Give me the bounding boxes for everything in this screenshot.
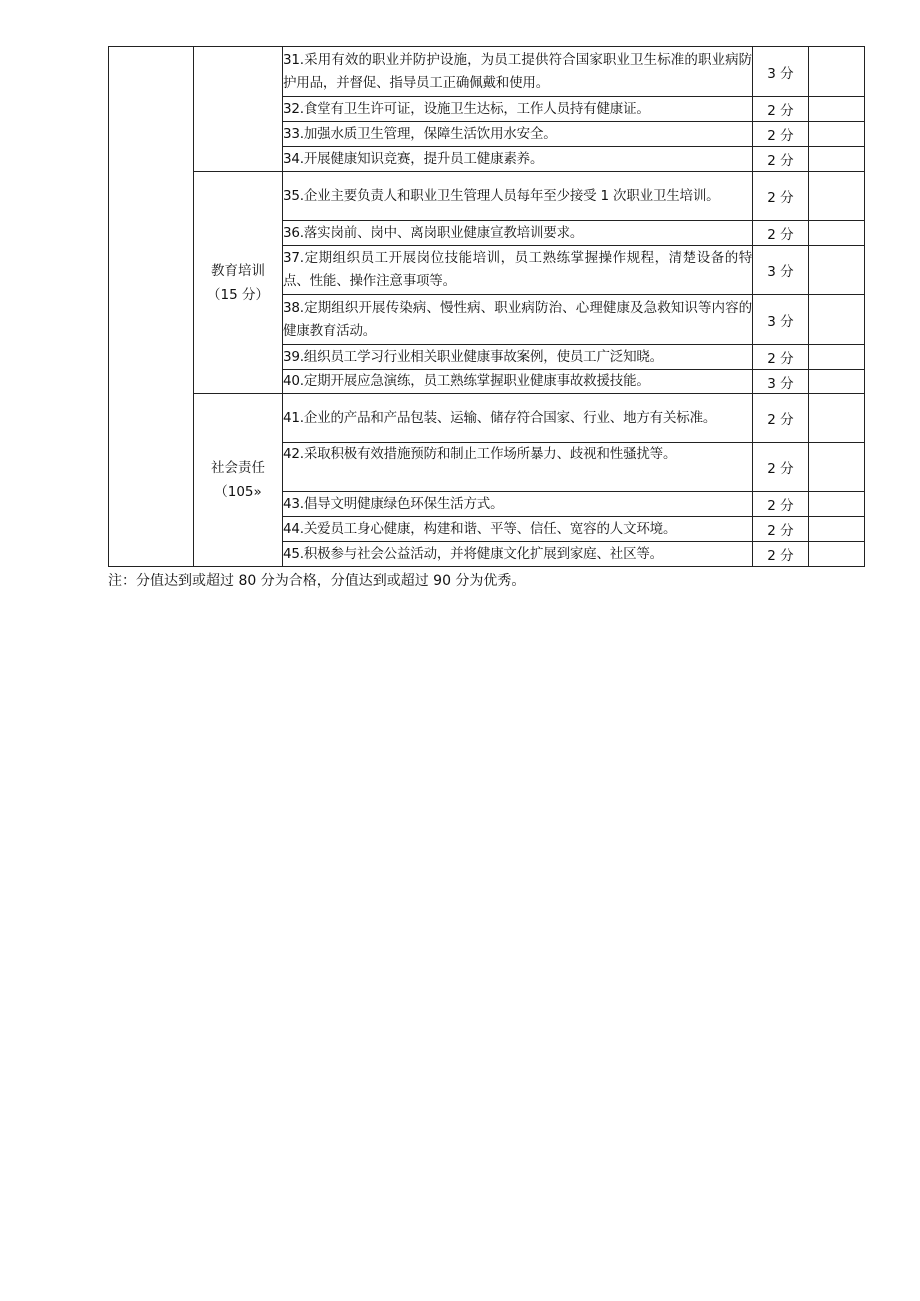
category-name: 社会责任 xyxy=(211,460,265,476)
score-cell[interactable] xyxy=(809,492,865,517)
score-cell[interactable] xyxy=(809,147,865,172)
item-text: 45.积极参与社会公益活动，并将健康文化扩展到家庭、社区等。 xyxy=(283,542,753,567)
item-text: 38.定期组织开展传染病、慢性病、职业病防治、心理健康及急救知识等内容的健康教育活动。 xyxy=(283,295,753,345)
category-points: （105» xyxy=(214,484,262,500)
item-text: 40.定期开展应急演练，员工熟练掌握职业健康事故救援技能。 xyxy=(283,370,753,394)
section-cell xyxy=(109,47,194,567)
item-points: 2 分 xyxy=(753,122,809,147)
item-points: 2 分 xyxy=(753,147,809,172)
category-cell-social xyxy=(194,394,283,567)
item-text: 41.企业的产品和产品包装、运输、储存符合国家、行业、地方有关标准。 xyxy=(283,394,753,443)
score-cell[interactable] xyxy=(809,97,865,122)
item-points: 2 分 xyxy=(753,394,809,443)
item-text: 43.倡导文明健康绿色环保生活方式。 xyxy=(283,492,753,517)
item-text: 32.食堂有卫生许可证，设施卫生达标，工作人员持有健康证。 xyxy=(283,97,753,122)
category-name: 教育培训 xyxy=(211,262,265,279)
table-row xyxy=(109,172,865,221)
item-points: 2 分 xyxy=(753,221,809,246)
score-cell[interactable] xyxy=(809,221,865,246)
item-points: 2 分 xyxy=(753,172,809,221)
category-cell-education xyxy=(194,172,283,394)
item-points: 3 分 xyxy=(753,47,809,97)
item-text: 36.落实岗前、岗中、离岗职业健康宣教培训要求。 xyxy=(283,221,753,246)
score-table-container xyxy=(108,46,865,567)
item-points: 2 分 xyxy=(753,542,809,567)
item-points: 2 分 xyxy=(753,97,809,122)
score-cell[interactable] xyxy=(809,394,865,443)
table-row xyxy=(109,47,865,97)
score-cell[interactable] xyxy=(809,443,865,492)
score-cell[interactable] xyxy=(809,345,865,370)
score-cell[interactable] xyxy=(809,517,865,542)
score-cell[interactable] xyxy=(809,542,865,567)
item-points: 2 分 xyxy=(753,345,809,370)
item-text: 34.开展健康知识竞赛，提升员工健康素养。 xyxy=(283,147,753,172)
score-cell[interactable] xyxy=(809,122,865,147)
category-cell-health xyxy=(194,47,283,172)
score-table xyxy=(108,46,865,567)
item-points: 3 分 xyxy=(753,246,809,295)
item-points: 3 分 xyxy=(753,370,809,394)
category-points: （15 分） xyxy=(207,286,269,303)
item-text: 39.组织员工学习行业相关职业健康事故案例，使员工广泛知晓。 xyxy=(283,345,753,370)
item-text: 37.定期组织员工开展岗位技能培训，员工熟练掌握操作规程，清楚设备的特点、性能、操作注意事项等。 xyxy=(283,246,753,295)
table-row xyxy=(109,394,865,443)
score-cell[interactable] xyxy=(809,246,865,295)
item-points: 3 分 xyxy=(753,295,809,345)
item-points: 2 分 xyxy=(753,517,809,542)
item-text: 33.加强水质卫生管理，保障生活饮用水安全。 xyxy=(283,122,753,147)
score-cell[interactable] xyxy=(809,370,865,394)
score-cell[interactable] xyxy=(809,47,865,97)
item-text: 31.采用有效的职业并防护设施，为员工提供符合国家职业卫生标准的职业病防护用品，并督促、指导员工正确佩戴和使用。 xyxy=(283,47,753,97)
footnote: 注：分值达到或超过 80 分为合格，分值达到或超过 90 分为优秀。 xyxy=(108,573,526,589)
score-cell[interactable] xyxy=(809,172,865,221)
item-text: 35.企业主要负责人和职业卫生管理人员每年至少接受 1 次职业卫生培训。 xyxy=(283,172,753,221)
item-points: 2 分 xyxy=(753,492,809,517)
item-points: 2 分 xyxy=(753,443,809,492)
item-text: 42.采取积极有效措施预防和制止工作场所暴力、歧视和性骚扰等。 xyxy=(283,443,753,492)
item-text: 44.关爱员工身心健康，构建和谐、平等、信任、宽容的人文环境。 xyxy=(283,517,753,542)
score-cell[interactable] xyxy=(809,295,865,345)
